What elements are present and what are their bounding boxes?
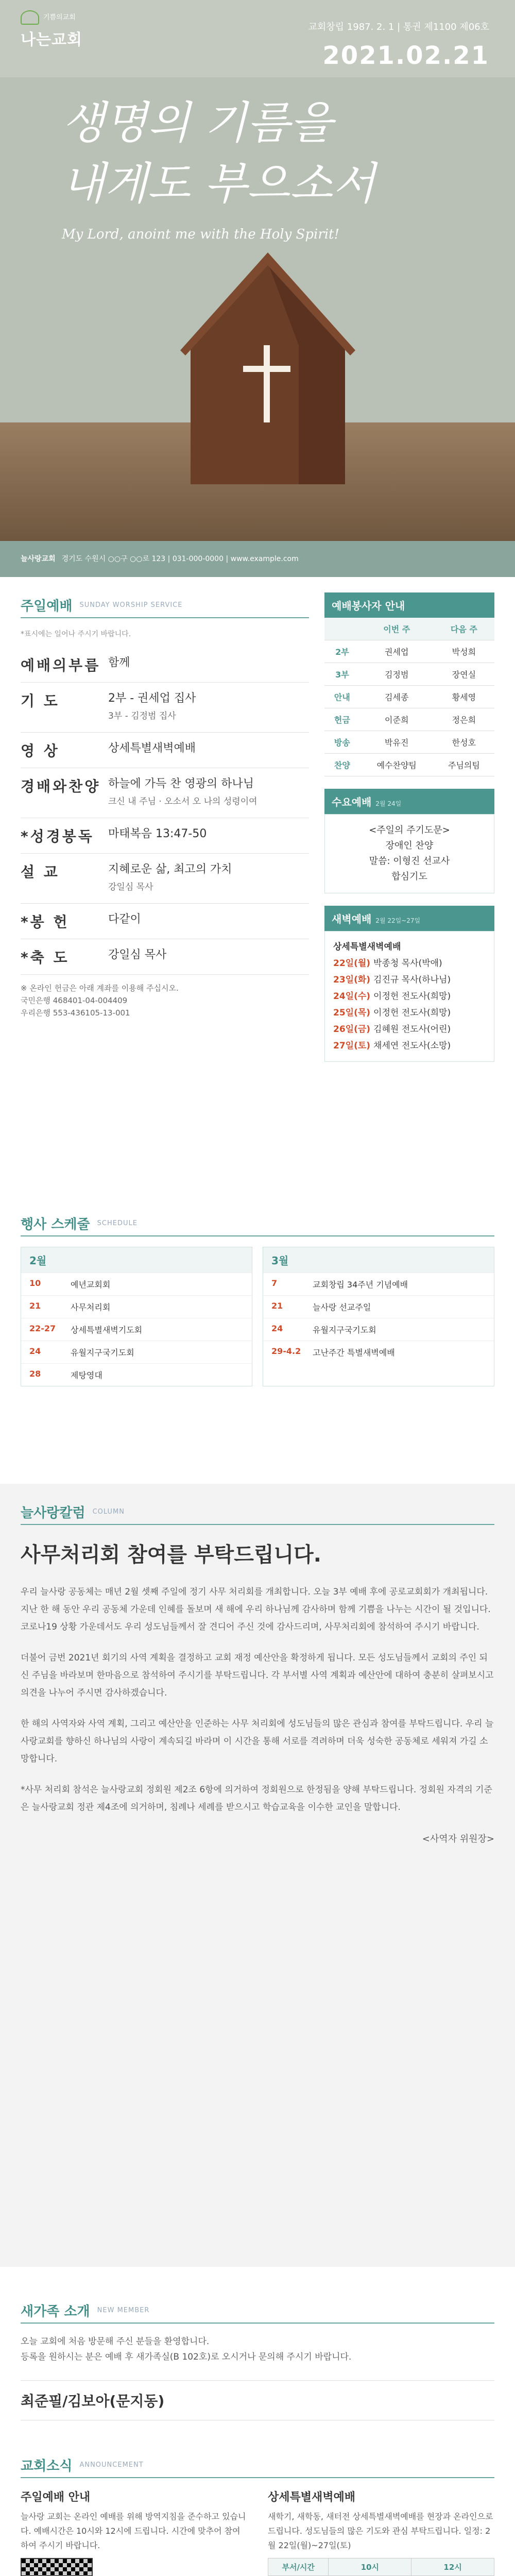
logo-name: 나는교회 (21, 31, 82, 49)
new-member-header (21, 2298, 494, 2324)
order-value: 하늘에 가득 찬 영광의 하나님 (108, 777, 254, 790)
table-cell: 박유진 (360, 731, 434, 754)
event-name: 유월지구국기도회 (313, 1325, 376, 1335)
worship-section (21, 592, 309, 1019)
wednesday-title-text: 수요예배 (332, 796, 372, 808)
wednesday-line: <주일의 주기도문> (369, 825, 450, 836)
hero-title-line1: 생명의 기름을 (62, 97, 333, 149)
schedule-feb (21, 1247, 252, 1386)
table-cell: 안내 (324, 686, 360, 708)
list-item (21, 1273, 252, 1295)
column-title: 사무처리회 참여를 부탁드립니다. (21, 1543, 322, 1567)
list-item (263, 1273, 494, 1295)
schedule-header (21, 1211, 494, 1236)
order-key: *봉 헌 (21, 913, 70, 930)
table-row (324, 731, 494, 754)
wednesday-line: 장애인 찬양 (385, 840, 434, 851)
table-row (324, 640, 494, 663)
table-cell: 황세영 (434, 686, 494, 708)
dawn-title-text: 새벽예배 (332, 913, 372, 925)
announcement-text: 새학기, 새학동, 새터전 상세특별새벽예배를 현장과 온라인으로 드립니다. 성도님들의 많은 기도와 관심 부탁드립니다. 일정: 2월 22일(월)~27일(토) (268, 2512, 493, 2550)
column-paragraph: 우리 늘사랑 공동체는 매년 2월 셋째 주일에 정기 사무 처리회를 개최합니다. 오늘 3부 예배 후에 공로교회회가 개최됩니다. 지난 한 해 동안 우리 공동체 가운데 인혜를 돌보며 새 해에 우리 하나님께 감사하며 함께 기쁨을 나누는 시간이 될 것입니다. 코로나19 상황 가운데서도 우리 성도님들께서 잘 견디어 주신 것에 감사드리며, 사무처리회에 참석하여 주시기 바랍니다. (21, 1587, 491, 1632)
dawn-day: 25일(목) (333, 1008, 371, 1018)
wednesday-box (324, 814, 494, 893)
table-cell: 권세업 (360, 640, 434, 663)
dawn-speaker: 김혜원 전도사(어린) (373, 1024, 451, 1035)
list-item (263, 1318, 494, 1341)
footnote-line: 우리은행 553-436105-13-001 (21, 1008, 130, 1018)
order-row (21, 904, 309, 939)
table-header: 다음 주 (434, 618, 494, 640)
order-key: *성경봉독 (21, 828, 94, 845)
dawn-day: 27일(토) (333, 1041, 371, 1051)
address-label: 늘사랑교회 (21, 555, 56, 563)
hero-title (62, 93, 375, 214)
order-value: 상세특별새벽예배 (108, 742, 196, 755)
event-day: 10 (29, 1278, 41, 1288)
order-row (21, 854, 309, 904)
new-member-name: 최준필/김보아(문지동) (21, 2380, 494, 2420)
event-day: 22-27 (29, 1324, 56, 1333)
list-item (21, 1341, 252, 1363)
dawn-title (324, 906, 494, 931)
dawn-speaker: 채세연 전도사(소망) (373, 1041, 451, 1051)
column-section (0, 1484, 515, 2267)
dawn-subtitle: 상세특별새벽예배 (333, 942, 401, 952)
order-key: *축 도 (21, 949, 70, 966)
list-item (333, 972, 486, 988)
wednesday-line: 합심기도 (391, 871, 427, 882)
announcement-item (21, 2488, 247, 2576)
event-name: 상세특별새벽기도회 (71, 1325, 143, 1335)
event-name: 교회창립 34주년 기념예배 (313, 1280, 408, 1290)
order-key: 영 상 (21, 742, 60, 759)
month-label: 3월 (263, 1247, 494, 1273)
announcement-section (21, 2452, 494, 2576)
right-column (324, 592, 494, 1062)
order-value-2: 3부 - 김정범 집사 (108, 711, 176, 721)
table-cell: 2부 (324, 640, 360, 663)
hero-banner (0, 0, 515, 541)
announcement-title: 교회소식 (21, 2458, 73, 2474)
event-day: 24 (29, 1346, 41, 1356)
table-cell: 한성호 (434, 731, 494, 754)
order-value: 마태복음 13:47-50 (108, 827, 207, 840)
hero-title-line2: 내게도 부으소서 (62, 158, 375, 210)
table-row (324, 618, 494, 640)
event-day: 24 (271, 1324, 283, 1333)
dawn-speaker: 김진규 목사(하나님) (373, 975, 451, 985)
table-header: 이번 주 (360, 618, 434, 640)
schedule-section (21, 1211, 494, 1386)
column-paragraph: 한 해의 사역자와 사역 계획, 그리고 예산안을 인준하는 사무 처리회에 성도님들의 많은 관심과 참여를 부탁드립니다. 우리 늘사랑교회를 향하신 하나님의 사랑이 계속되길 바라며 이 시간을 통해 서로를 격려하며 더욱 성숙한 공동체로 세워져 가길 소망합니다. (21, 1719, 494, 1764)
list-item (333, 988, 486, 1005)
table-header: 10시 (329, 2558, 411, 2576)
new-member-title: 새가족 소개 (21, 2303, 90, 2319)
registration-table (268, 2558, 494, 2576)
table-row (324, 663, 494, 686)
column-tag-en: COLUMN (92, 1507, 125, 1516)
order-row (21, 818, 309, 854)
event-day: 21 (29, 1301, 41, 1311)
worship-title: 주일예배 (21, 598, 73, 614)
order-row (21, 768, 309, 818)
order-row (21, 647, 309, 683)
list-item (333, 1038, 486, 1054)
column-signature: <사역자 위원장> (422, 1834, 494, 1844)
table-cell: 정은희 (434, 708, 494, 731)
table-cell: 예수찬양팀 (360, 754, 434, 776)
worship-note: *표시에는 일어나 주시기 바랍니다. (21, 630, 131, 638)
announcement-right (268, 2488, 494, 2576)
table-header: 12시 (411, 2558, 494, 2576)
event-name: 제탕영대 (71, 1370, 102, 1380)
list-item (333, 1005, 486, 1021)
issue-info: 교회창립 1987. 2. 1 | 통권 제1100 제06호 (308, 22, 489, 32)
order-row (21, 683, 309, 733)
order-value: 함께 (108, 656, 130, 669)
table-header: 부서/시간 (268, 2558, 329, 2576)
dawn-speaker: 이정헌 전도사(희망) (373, 1008, 451, 1018)
hero-subtitle: My Lord, anoint me with the Holy Spirit! (62, 227, 339, 242)
order-row (21, 939, 309, 975)
column-header (21, 1499, 494, 1525)
announcement-header (21, 2452, 494, 2478)
table-cell: 찬양 (324, 754, 360, 776)
table-cell: 김세종 (360, 686, 434, 708)
wednesday-title (324, 789, 494, 814)
new-member-line: 오늘 교회에 처음 방문해 주신 분들을 환영합니다. (21, 2336, 210, 2347)
event-day: 29-4.2 (271, 1346, 301, 1356)
table-cell: 방송 (324, 731, 360, 754)
order-key: 예배의부름 (21, 657, 101, 674)
wooden-house-icon (170, 242, 366, 484)
church-logo[interactable] (21, 10, 82, 49)
table-cell: 3부 (324, 663, 360, 686)
list-item (333, 955, 486, 972)
event-name: 사무처리회 (71, 1302, 111, 1312)
table-cell: 헌금 (324, 708, 360, 731)
list-item (21, 1295, 252, 1318)
dawn-day: 26일(금) (333, 1024, 371, 1035)
month-label: 2월 (21, 1247, 252, 1273)
dawn-list (324, 931, 494, 1062)
order-row (21, 733, 309, 768)
order-key: 기 도 (21, 692, 60, 709)
footnote-line: 국민은행 468401-04-004409 (21, 996, 128, 1005)
event-day: 21 (271, 1301, 283, 1311)
table-cell: 주님의팀 (434, 754, 494, 776)
dawn-day: 24일(수) (333, 991, 371, 1002)
table-row (324, 708, 494, 731)
event-name: 고난주간 특별새벽예배 (313, 1348, 395, 1358)
list-item (21, 1318, 252, 1341)
order-value: 2부 - 권세업 집사 (108, 692, 196, 705)
announcement-text: 늘사랑 교회는 온라인 예배를 위해 방역지침을 준수하고 있습니다. 예배시간은 10시와 12시에 드립니다. 시간에 맞추어 참여하여 주시기 바랍니다. (21, 2512, 246, 2550)
logo-small-text: 기쁨의교회 (43, 13, 76, 22)
schedule-mar (263, 1247, 494, 1386)
table-header (324, 618, 360, 640)
logo-mark-icon (21, 10, 39, 25)
announcement-grid (21, 2488, 494, 2576)
order-value: 다같이 (108, 913, 141, 926)
list-item (263, 1341, 494, 1363)
address-bar (0, 541, 515, 577)
event-day: 7 (271, 1278, 278, 1288)
issue-date: 2021.02.21 (322, 41, 489, 70)
qr-code-icon[interactable] (21, 2558, 93, 2576)
dawn-speaker: 이정헌 전도사(희망) (373, 991, 451, 1002)
column-tag: 늘사랑칼럼 (21, 1505, 85, 1521)
dawn-day: 22일(월) (333, 958, 371, 969)
table-row (324, 754, 494, 776)
announcement-heading: 상세특별새벽예배 (268, 2491, 356, 2504)
event-name: 유월지구국기도회 (71, 1348, 134, 1358)
worship-title-en: SUNDAY WORSHIP SERVICE (79, 601, 183, 609)
event-name: 예년교회회 (71, 1280, 111, 1290)
table-cell: 박성희 (434, 640, 494, 663)
new-member-text (21, 2334, 494, 2365)
serve-table (324, 618, 494, 776)
event-name: 늘사랑 선교주일 (313, 1302, 371, 1312)
wednesday-line: 말씀: 이형진 선교사 (369, 856, 450, 867)
column-body (21, 1583, 494, 1816)
announcement-item (268, 2488, 494, 2576)
dawn-date: 2월 22일~27일 (375, 917, 421, 924)
dawn-speaker: 박종청 목사(박애) (373, 958, 442, 969)
new-member-section (21, 2298, 494, 2420)
schedule-title-en: SCHEDULE (97, 1219, 138, 1227)
worship-footnote (21, 982, 309, 1019)
serve-title: 예배봉사자 안내 (324, 592, 494, 618)
worship-header (21, 592, 309, 618)
list-item (21, 1363, 252, 1386)
new-member-title-en: NEW MEMBER (97, 2306, 150, 2314)
footnote-line: ※ 온라인 헌금은 아래 계좌를 이용해 주십시오. (21, 984, 179, 993)
order-value: 지혜로운 삶, 최고의 가치 (108, 863, 232, 876)
announcement-title-en: ANNOUNCEMENT (79, 2461, 144, 2469)
announcement-left (21, 2488, 247, 2576)
dawn-day: 23일(화) (333, 975, 371, 985)
column-paragraph: 더불어 금번 2021년 회기의 사역 계획을 결정하고 교회 재정 예산안을 확정하게 됩니다. 모든 성도님들께서 교회의 주인 되신 주님을 바라보며 한마음으로 참석하여 주시기를 부탁드립니다. 각 부서별 사역 계획과 예산안에 대하여 충분히 살펴보시고 의견을 나누어 주시면 감사하겠습니다. (21, 1653, 494, 1698)
column-paragraph: *사무 처리회 참석은 늘사랑교회 정회원 제2조 6항에 의거하여 정회원으로 한정됨을 양해 부탁드립니다. 정회원 자격의 기준은 늘사랑교회 정관 제4조에 의거하며, 침례나 세례를 받으시고 학습교육을 이수한 교인을 말합니다. (21, 1785, 492, 1812)
event-day: 28 (29, 1369, 41, 1379)
order-key: 경배와찬양 (21, 778, 101, 795)
address-text: 경기도 수원시 ○○구 ○○로 123 | 031-000-0000 | www.example.com (61, 555, 299, 563)
schedule-title: 행사 스케줄 (21, 1216, 90, 1232)
list-item (333, 1021, 486, 1038)
order-value: 강일심 목사 (108, 948, 167, 961)
table-cell: 장연실 (434, 663, 494, 686)
new-member-line: 등록을 원하시는 분은 예배 후 새가족실(B 102호)로 오시거나 문의해 주시기 바랍니다. (21, 2352, 352, 2362)
table-row (324, 686, 494, 708)
table-cell: 김정범 (360, 663, 434, 686)
order-key: 설 교 (21, 863, 60, 880)
order-value-2: 강일심 목사 (108, 882, 153, 892)
announcement-heading: 주일예배 안내 (21, 2491, 91, 2504)
table-cell: 이준희 (360, 708, 434, 731)
wednesday-date: 2월 24일 (375, 800, 402, 807)
list-item (263, 1295, 494, 1318)
table-row (268, 2558, 494, 2576)
schedule-grid (21, 1247, 494, 1386)
order-value-2: 크신 내 주님 · 오소서 오 나의 성령이여 (108, 796, 258, 807)
